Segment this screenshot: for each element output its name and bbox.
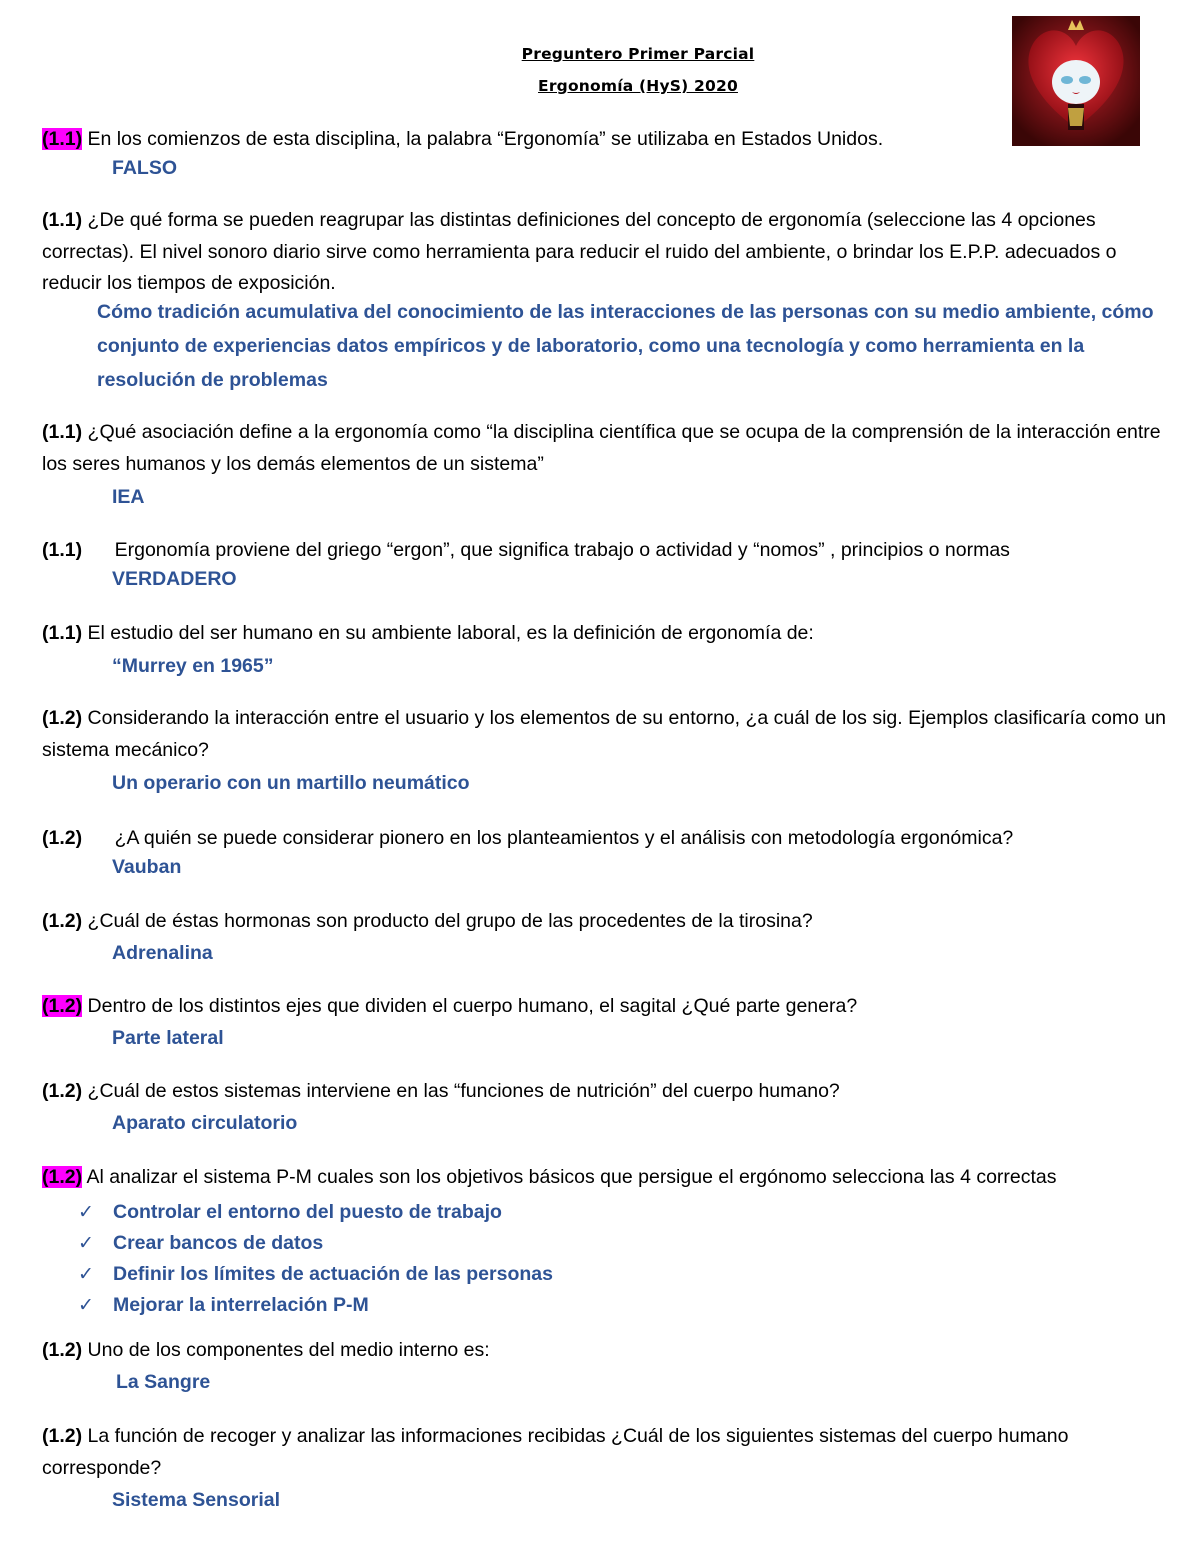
question-text: Uno de los componentes del medio interno es:: [82, 1339, 490, 1361]
answer-9: Parte lateral: [112, 1027, 224, 1049]
question-text: En los comienzos de esta disciplina, la palabra “Ergonomía” se utilizaba en Estados Unidos.: [82, 128, 884, 150]
answer-4: VERDADERO: [112, 568, 237, 590]
question-number-highlighted: (1.2): [42, 1166, 83, 1188]
question-3: [42, 417, 1168, 480]
question-9: [42, 991, 1168, 1023]
question-text: Dentro de los distintos ejes que dividen el cuerpo humano, el sagital ¿Qué parte genera?: [82, 995, 858, 1017]
answer-3: IEA: [112, 486, 145, 508]
question-7: [42, 823, 1168, 855]
checklist-item: [78, 1290, 553, 1321]
answer-12: La Sangre: [116, 1371, 211, 1393]
checklist-item: [78, 1197, 553, 1228]
document-subtitle: Ergonomía (HyS) 2020: [538, 77, 738, 95]
question-12: [42, 1335, 1168, 1367]
checklist-item-label: Definir los límites de actuación de las personas: [113, 1263, 553, 1285]
question-number: (1.2): [42, 910, 83, 932]
checkmark-icon: ✓: [78, 1264, 94, 1285]
question-number: (1.1): [42, 622, 83, 644]
question-number: (1.1): [42, 421, 83, 443]
question-number-highlighted: (1.1): [42, 128, 83, 150]
question-8: [42, 906, 1168, 938]
answer-7: Vauban: [112, 856, 182, 878]
question-number: (1.2): [42, 827, 83, 849]
question-number: (1.2): [42, 1080, 83, 1102]
checklist-item: [78, 1259, 553, 1290]
question-text: Al analizar el sistema P-M cuales son los objetivos básicos que persigue el ergónomo selecciona las 4 correctas: [82, 1166, 1057, 1188]
question-2: [42, 205, 1168, 300]
question-number: (1.2): [42, 707, 83, 729]
question-6: [42, 703, 1168, 766]
question-text: Ergonomía proviene del griego “ergon”, que significa trabajo o actividad y “nomos” , principios o normas: [82, 539, 1010, 561]
checklist-item: [78, 1228, 553, 1259]
question-number: (1.1): [42, 209, 83, 231]
checklist-item-label: Mejorar la interrelación P-M: [113, 1294, 369, 1316]
question-number: (1.1): [42, 539, 83, 561]
answer-5: “Murrey en 1965”: [112, 655, 274, 677]
question-text: La función de recoger y analizar las informaciones recibidas ¿Cuál de los siguientes sistemas del cuerpo humano corresponde?: [42, 1425, 1069, 1479]
question-1: [42, 124, 1168, 156]
checkmark-icon: ✓: [78, 1233, 94, 1254]
checkmark-icon: ✓: [78, 1295, 94, 1316]
checkmark-icon: ✓: [78, 1202, 94, 1223]
answer-checklist: [78, 1197, 553, 1321]
question-text: ¿Cuál de estos sistemas interviene en las “funciones de nutrición” del cuerpo humano?: [82, 1080, 840, 1102]
question-text: El estudio del ser humano en su ambiente laboral, es la definición de ergonomía de:: [82, 622, 814, 644]
question-text: Considerando la interacción entre el usuario y los elementos de su entorno, ¿a cuál de los sig. Ejemplos clasificaría como un sistema mecánico?: [42, 707, 1167, 761]
question-number-highlighted: (1.2): [42, 995, 83, 1017]
answer-13: Sistema Sensorial: [112, 1489, 280, 1511]
answer-8: Adrenalina: [112, 942, 213, 964]
answer-1: FALSO: [112, 157, 178, 179]
question-text: ¿De qué forma se pueden reagrupar las distintas definiciones del concepto de ergonomía (seleccione las 4 opciones correctas). El nivel sonoro diario sirve como herramienta para reducir el ruido del ambiente, o brindar los E.P.P. adecuados o reducir los tiempos de exposición.: [42, 209, 1117, 294]
question-13: [42, 1421, 1168, 1484]
checklist-item-label: Crear bancos de datos: [113, 1232, 324, 1254]
checklist-item-label: Controlar el entorno del puesto de trabajo: [113, 1201, 502, 1223]
question-10: [42, 1076, 1168, 1108]
question-11: [42, 1162, 1168, 1194]
question-text: ¿Cuál de éstas hormonas son producto del grupo de las procedentes de la tirosina?: [82, 910, 813, 932]
question-number: (1.2): [42, 1339, 83, 1361]
answer-2: Cómo tradición acumulativa del conocimiento de las interacciones de las personas con su medio ambiente, cómo conjunto de experiencias datos empíricos y de laboratorio, como una tecnología y como herramienta en la resolución de problemas: [97, 301, 1154, 391]
question-number: (1.2): [42, 1425, 83, 1447]
question-4: [42, 535, 1168, 567]
answer-6: Un operario con un martillo neumático: [112, 772, 470, 794]
document-title: Preguntero Primer Parcial: [521, 45, 755, 63]
question-text: ¿A quién se puede considerar pionero en los planteamientos y el análisis con metodología ergonómica?: [82, 827, 1014, 849]
question-5: [42, 618, 1168, 650]
answer-10: Aparato circulatorio: [112, 1112, 298, 1134]
question-text: ¿Qué asociación define a la ergonomía como “la disciplina científica que se ocupa de la comprensión de la interacción entre los seres humanos y los demás elementos de un sistema”: [42, 421, 1161, 475]
